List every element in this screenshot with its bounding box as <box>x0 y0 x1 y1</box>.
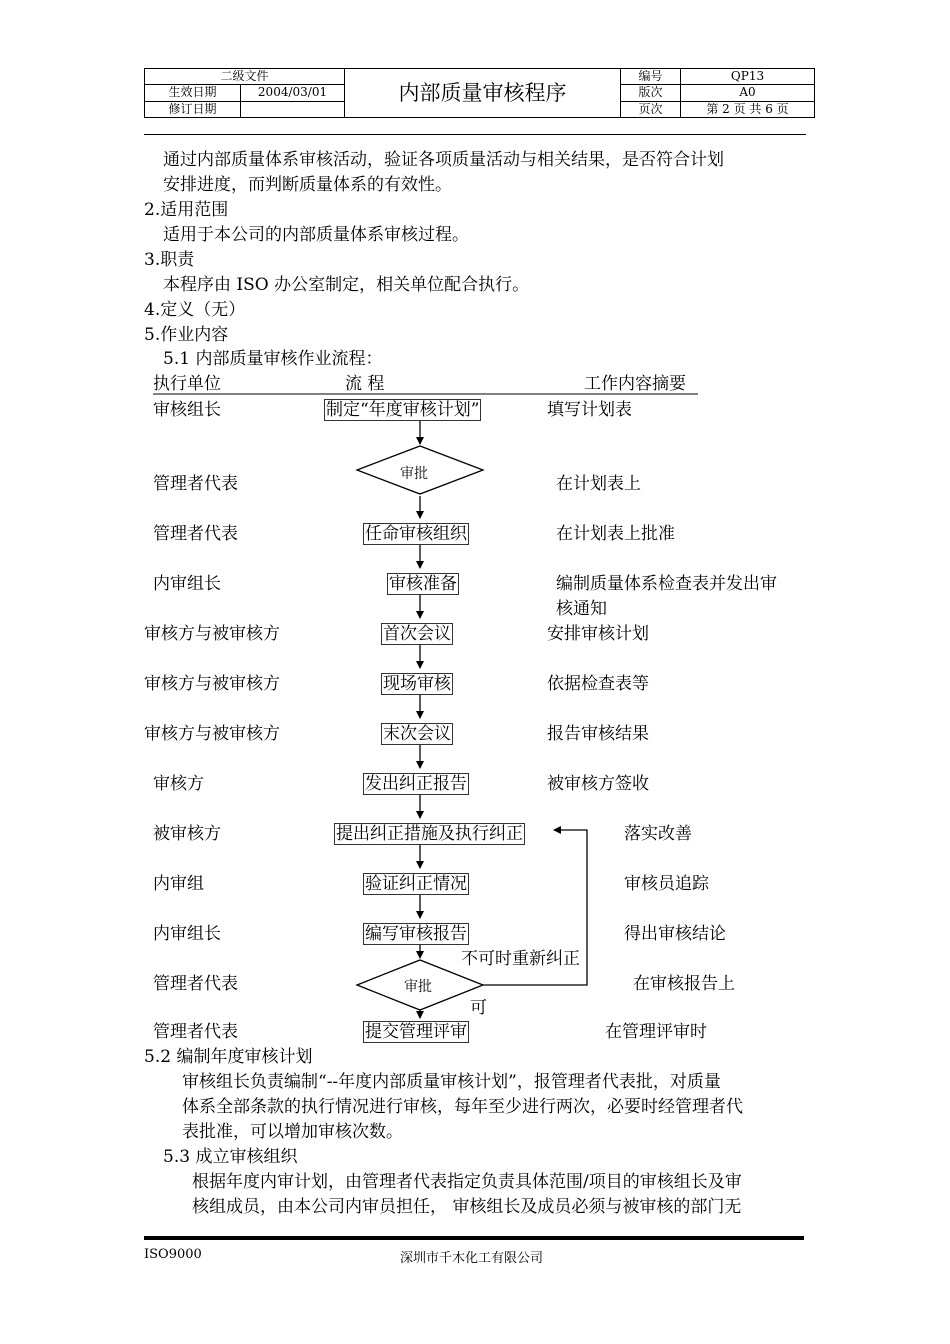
section-title: 2.适用范围 <box>144 200 229 220</box>
flow-step-box: 提交管理评审 <box>365 1022 467 1042</box>
flow-summary: 依据检查表等 <box>547 674 649 694</box>
flow-unit: 内审组长 <box>153 574 221 594</box>
intro-line: 通过内部质量体系审核活动，验证各项质量活动与相关结果，是否符合计划 <box>163 150 724 170</box>
intro-line: 安排进度，而判断质量体系的有效性。 <box>163 175 452 195</box>
section-text: 适用于本公司的内部质量体系审核过程。 <box>163 225 469 245</box>
flow-step-box: 现场审核 <box>383 674 451 694</box>
version-value: A0 <box>681 85 815 101</box>
flow-step-box: 任命审核组织 <box>365 524 467 544</box>
section-title: 3.职责 <box>144 250 195 270</box>
section-text: 根据年度内审计划，由管理者代表指定负责具体范围/项目的审核组长及审 <box>192 1172 742 1192</box>
section-text: 审核组长负责编制“--年度内部质量审核计划”，报管理者代表批，对质量 <box>182 1072 721 1092</box>
flow-summary: 在计划表上 <box>556 474 641 494</box>
flow-unit: 审核方与被审核方 <box>144 724 280 744</box>
flow-summary: 得出审核结论 <box>624 924 726 944</box>
reject-note: 不可时重新纠正 <box>461 949 580 969</box>
diamond-label: 审批 <box>404 979 432 995</box>
flow-col-summary: 工作内容摘要 <box>584 374 686 394</box>
code-label: 编号 <box>621 69 681 85</box>
flow-unit: 管理者代表 <box>153 974 238 994</box>
effective-date-value: 2004/03/01 <box>241 85 345 101</box>
code-value: QP13 <box>681 69 815 85</box>
revision-date-label: 修订日期 <box>145 101 241 117</box>
doc-level: 二级文件 <box>145 69 345 85</box>
flow-summary: 在审核报告上 <box>633 974 735 994</box>
flow-step-box: 验证纠正情况 <box>365 874 467 894</box>
effective-date-label: 生效日期 <box>145 85 241 101</box>
flow-unit: 内审组 <box>153 874 204 894</box>
section-title: 5.1 内部质量审核作业流程： <box>163 349 383 369</box>
flow-summary: 被审核方签收 <box>547 774 649 794</box>
version-label: 版次 <box>621 85 681 101</box>
flow-summary: 安排审核计划 <box>547 624 649 644</box>
flow-unit: 审核方与被审核方 <box>144 624 280 644</box>
section-title: 4.定义（无） <box>144 300 246 320</box>
footer-rule <box>144 1236 804 1240</box>
flow-step-box: 制定“年度审核计划” <box>326 400 480 420</box>
flow-col-unit: 执行单位 <box>153 374 221 394</box>
flow-step-box: 编写审核报告 <box>365 924 467 944</box>
section-text: 体系全部条款的执行情况进行审核，每年至少进行两次，必要时经管理者代 <box>182 1097 743 1117</box>
flow-unit: 管理者代表 <box>153 524 238 544</box>
section-title: 5.2 编制年度审核计划 <box>144 1047 313 1067</box>
flow-unit: 内审组长 <box>153 924 221 944</box>
flow-summary: 填写计划表 <box>547 400 632 420</box>
flow-step-box: 末次会议 <box>383 724 451 744</box>
flow-unit: 被审核方 <box>153 824 221 844</box>
page-value: 第 2 页 共 6 页 <box>681 101 815 117</box>
flow-summary: 报告审核结果 <box>547 724 649 744</box>
flow-step-box: 审核准备 <box>389 574 457 594</box>
flow-summary: 在管理评审时 <box>605 1022 707 1042</box>
section-text: 表批准，可以增加审核次数。 <box>182 1122 403 1142</box>
page-label: 页次 <box>621 101 681 117</box>
footer-standard: ISO9000 <box>144 1247 202 1262</box>
flow-unit: 审核组长 <box>153 400 221 420</box>
flow-unit: 审核方 <box>153 774 204 794</box>
flow-summary: 核通知 <box>556 599 607 619</box>
section-text: 核组成员，由本公司内审员担任， 审核组长及成员必须与被审核的部门无 <box>192 1197 742 1217</box>
document-title: 内部质量审核程序 <box>345 69 621 118</box>
flow-summary: 审核员追踪 <box>624 874 709 894</box>
flow-step-box: 首次会议 <box>383 624 451 644</box>
flow-unit: 管理者代表 <box>153 1022 238 1042</box>
flow-summary: 在计划表上批准 <box>556 524 675 544</box>
flow-summary: 编制质量体系检查表并发出审 <box>556 574 777 594</box>
diamond-label: 审批 <box>400 466 428 482</box>
section-title: 5.3 成立审核组织 <box>163 1147 298 1167</box>
flow-unit: 审核方与被审核方 <box>144 674 280 694</box>
flow-step-box: 提出纠正措施及执行纠正 <box>336 824 523 844</box>
section-text: 本程序由 ISO 办公室制定，相关单位配合执行。 <box>163 275 530 295</box>
section-title: 5.作业内容 <box>144 325 229 345</box>
footer-company: 深圳市千木化工有限公司 <box>400 1251 544 1266</box>
flow-summary: 落实改善 <box>624 824 692 844</box>
flow-step-box: 发出纠正报告 <box>365 774 467 794</box>
accept-note: 可 <box>470 998 487 1018</box>
flow-unit: 管理者代表 <box>153 474 238 494</box>
flow-col-flow: 流 程 <box>345 374 385 394</box>
